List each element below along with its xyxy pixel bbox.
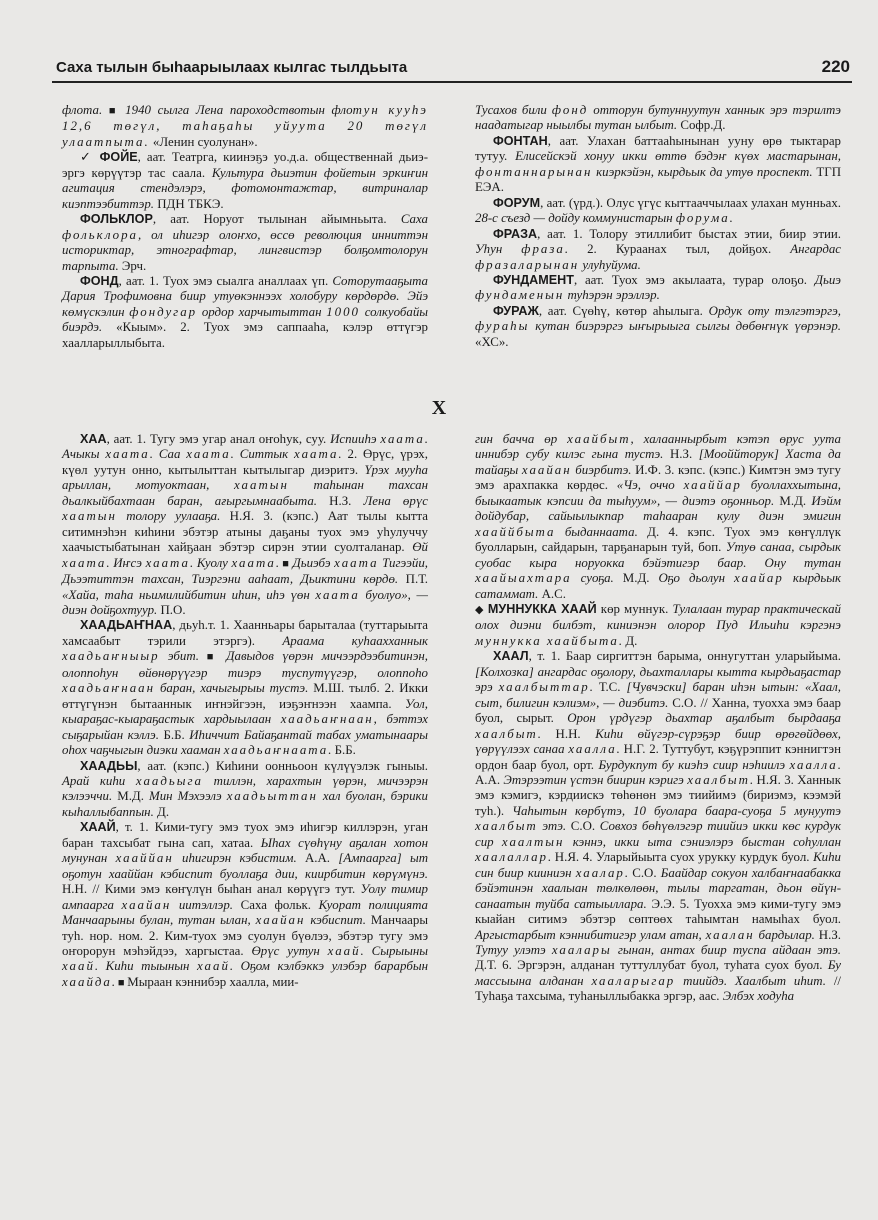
headword: ФОНД [80,273,119,288]
example-text: . [275,555,280,570]
body-text: , аат. Сүөһү, көтөр аһылыга. [538,303,709,318]
body-text: И.Ф. 3. кэпс. (кэпс.) Кимтэн эмэ тугу эмэ арахпакка көрдөс. [475,462,841,493]
spaced-emphasis: хаалбыт [475,819,538,834]
headword: ХААЛ [493,649,529,664]
example-text: отторун бутуннуутун ханнык эрэ тэрилтэ наадатыгар ныылбы тутан ылбыт. [475,103,841,133]
body-text: А.А. [475,772,504,787]
spaced-emphasis: хаадьаҥнаан [62,681,155,696]
example-text: Уолу тимир ампаарга [62,882,428,912]
example-text: Аргыстарбыт кэннибитигэр улам атан, [475,927,706,942]
example-text: . [537,726,541,741]
running-header [52,55,852,83]
body-text: Н.З. [663,447,699,462]
example-text: улуһуйума. [579,257,641,272]
dictionary-entry [475,432,841,602]
spaced-emphasis: хаадьаҥныыр [62,649,160,664]
example-text: . Оҕом кэлбэккэ улэбэр барарбын [229,959,428,974]
column-top-right [475,103,841,350]
body-text: ПДН ТБКЭ. [154,196,224,211]
body-text: , аат. 1. Туох эмэ сыалга аналлаах үп. [118,273,333,288]
body-text: , аат. Улахан баттааһынынан ууну өрө тыктарар тутуу. [475,133,841,164]
headword: ФОНТАН [493,133,548,148]
body-text: «Кыым». 2. Туох эмэ саппааһа, кэлэр өттүгэр хаалларыллыбыта. [62,320,428,350]
example-text: . [547,850,552,865]
example-text: «Хайа, таһа ньимилийбитин иһин, иһэ үөн [62,587,316,602]
example-text: Үрэх мууһа арыллан, мотуоктаан, [62,462,429,493]
spaced-emphasis: хааййар [683,478,742,493]
spaced-emphasis: хаата [231,555,276,570]
body-text: 2. Кураанах тыл, дойҕох. [568,242,791,257]
body-text: М.Ш. тылб. 2. Икки өттүгүнэн бытааннык иҥнэйгээн, иэҕэҥнээн хаампа. [62,681,428,711]
example-text: Арай киһи [62,773,136,788]
dictionary-entry [62,212,428,274]
spaced-emphasis: хаата [186,447,231,462]
headword: ФУРАЖ [493,303,539,318]
headword: ХАА [80,432,107,446]
body-text: , аат. Театрга, киинэҕэ уо.д.а. общественнай дьиэ-эргэ көрүүтэр тас саала. [62,150,428,180]
spaced-emphasis: хаата [105,447,150,462]
headword: ФУНДАМЕНТ [493,272,574,287]
example-text: биэрбитэ. [571,462,632,477]
spaced-emphasis: 1000 [326,304,360,319]
example-text: кырдьык сатаммат. [475,571,842,601]
body-text: Саха фольк. [233,897,319,912]
body-text: , аат. Норуот тылынан айымньыта. [152,212,401,227]
spaced-emphasis: фонд [551,103,589,117]
body-text: , аат. Туох эмэ акылаата, турар олоҕо. [573,272,815,287]
example-text: иһигирэн кэбистим. [173,851,297,866]
example-text: , ол иһигэр олоҥхо, өссө революция инниттэн историктар, этнографтар, лингвистэр болҕомтолорун тарпыта. [62,227,428,273]
column-top-left [62,103,428,351]
example-text: Бу массыына алданан [475,958,841,988]
spaced-emphasis: хааларыгар [591,973,676,988]
example-text: Киһи син биир кииниэн [475,850,841,880]
example-text: Дьиэ [814,272,841,287]
example-text: Культура дьиэтин фойетын эркиҥин агитация стендэлэрэ, фотомонтажтар, витриналар киэптээбиттэр. [62,165,428,211]
example-text: Испииһэ [330,432,381,446]
headword: ХААЙ [80,820,116,835]
body-text: , т. 1. Баар сиргиттэн барыма, оннугуттан уларыйыма. [528,649,841,664]
example-text: Давыдов үөрэн мичээрдээбитинэн, олоппоһун өйөнөрүүгэр тиэрэ туспутүүгэр, олоппоһо [62,649,428,680]
spaced-emphasis: хаайан [521,462,572,477]
example-text: гин бачча өр [475,432,568,446]
example-text: . [338,447,342,462]
bullet-marker: ■ [115,976,128,989]
bullet-marker: ■ [108,105,126,117]
headword: ФОЛЬКЛОР [80,212,153,227]
headword: ХААДЬАҤНАА [80,618,173,633]
example-text: Араама куһаахханнык [282,633,428,648]
example-text: Тусахов били [475,103,552,117]
spaced-emphasis: хаайбыт [567,432,631,446]
example-text: 1940 сылга Лена пароходствотын фло [125,103,353,117]
body-text: М.Д. [613,571,659,586]
example-text: баран, хачыгырыы тустэ. [154,681,309,696]
example-text: Чаһытын көрбүтэ, 10 буолара баара-суоҕа 5 мунуутэ [512,803,841,818]
example-text: . Саа [149,447,187,462]
spaced-emphasis: хаата [315,587,360,602]
body-text: , т. 1. Кими-тугу эмэ туох эмэ иһигэр киллэрэн, уган баран тахсыбат гына сап, хатаа. [62,820,428,850]
dictionary-entry [475,602,841,649]
body-text: Эрч. [118,258,147,273]
body-text: «ХС». [475,334,509,349]
example-text: Иэйм дойдубар, сайыылыкпар таһааран кулу диэн эмигин [475,493,841,524]
example-text: . [618,633,623,648]
body-text: Д. [622,633,638,648]
header-title: Саха тылын быһаарыылаах кылгас тылдьыта [56,59,408,76]
example-text: буоллаххытына, быыкаатык кэпсии да тыһуум», — диэтэ оҕонньор. [475,478,841,508]
body-text: Н.З. [814,927,841,942]
body-text: Н.Г. 2. Туттубут, кэҕүрэппит кэннигтэн ордон баар буол, орт. [475,742,841,772]
spaced-emphasis: фонтаннарынан [475,164,593,179]
example-text: . [749,772,754,787]
body-text: Б.Б. [331,743,356,758]
example-text: [Ампаарга] ыт оҕотун хааййан кэбиспит буоллаҕа дии, киирбитин көрүмүнэ. [62,851,429,881]
dictionary-entry [62,618,428,758]
spaced-emphasis: хаайда [62,974,112,989]
example-text: , халааннырбыт кэтэп өрус уута иннибэр субу килэс гына тустэ. [475,432,841,462]
spaced-emphasis: хааййбыта [475,524,556,539]
body-text: Э.Э. 5. Туохха эмэ кими-тугу эмэ кыайан ситимэ эбэтэр сөптөөх таһымтан намыһах буол. [475,896,841,927]
example-text: эбит. [159,649,200,664]
example-text: гынан, антах биир туспа айдаан этэ. [611,942,841,957]
dictionary-entry [62,759,428,821]
example-text: буолуо», — диэн дойҕохтуур. [62,587,428,617]
example-text: кэннэ, икки ыта сэниэлэрэ быстан соһуллан [564,834,841,849]
dictionary-entry [62,820,428,991]
body-text: , аат. 1. Тугу эмэ угар анал оҥоһук, суу. [106,432,331,446]
body-text: Манчаары туһ. нор. ном. 2. Ким-туох эмэ суолун бүөлээ, эбэтэр тугу эмэ оҥорорун мэһэйдээ, харгыстаа. [62,913,428,958]
spaced-emphasis: хаайан [255,913,306,928]
example-text: суоҕа. [571,571,614,586]
headword: ХААДЬЫ [80,758,138,773]
example-text: солкуобайы биэрдэ. [62,304,428,335]
example-text: кутан биэрэргэ ыҥырыыга сылгы дөбөҥнүк үөрэнэр. [529,319,841,334]
example-text: Өй [412,540,428,555]
spaced-emphasis: хаалар [575,865,625,880]
example-text: Этэрээтин үстэн биирин кэригэ [503,772,688,787]
spaced-emphasis: хаадьыттан [226,789,318,804]
spaced-emphasis: хаай [62,959,95,974]
example-text: Тулалаан турар практическай олох диэни билбэт, киниэнэн олорор Пуд Ильиһи кэргэнэ [475,601,841,633]
example-text: бардылар. [754,927,815,942]
body-text: , аат. (кэпс.) Киһини оонньоон күлүүэлэк гыныы. [137,758,428,773]
spaced-emphasis: хаадьыга [135,773,203,788]
spaced-emphasis: хаатын [62,509,117,524]
bullet-marker: ◆ [475,603,488,616]
example-text: Лена өрүс [363,493,428,508]
spaced-emphasis: хаадьаҥнаан [280,712,374,727]
example-text: . Ситтык [230,447,295,462]
spaced-emphasis: хаадьаҥнаата [223,743,329,758]
spaced-emphasis: хаайар [734,571,784,586]
dictionary-entry [62,103,428,150]
example-text: . Киһи тыынын [94,959,197,974]
body-text: Н.Я. 4. Уларыйыыта суох урукку курдук буол. [551,850,814,865]
example-text: таһынан тахсан дьалкыйбахтаан баран, ағыргымнаабыта. [62,478,428,508]
dictionary-entry [475,103,841,134]
body-text: П.Т. [398,572,428,587]
example-text: . [729,211,733,226]
example-text: Тигээйи, Дьээтиттэн тахсан, Тиэргэни ааһаат, Дьиктини көрдө. [62,555,428,587]
body-text: ✓ [80,150,100,165]
example-text: Баайдар сокуон халбаҥнаабакка бэйэтинэн хаалыан төлкөлөөн, тылы таргатан, дьон өйүн-санаатын туйба сатыыллара. [475,865,841,911]
dictionary-entry [475,273,841,304]
spaced-emphasis: хаатын [234,478,289,493]
example-text: киэркэйэн, кырдьык да утуө проспект. [592,164,813,179]
example-text: этэ. [537,819,567,834]
spaced-emphasis: фольклора [62,227,138,242]
spaced-emphasis: хаалары [551,942,612,957]
column-bottom-left [62,432,428,991]
spaced-emphasis: хаата [380,432,425,446]
example-text: Елисейскэй хонуу икки өттө бэдэҥ күөх мастарынан, [515,149,841,164]
example-text: , бэттэх сыҕарыйан кэллэ. [62,712,428,742]
example-text: Соторутааҕыта Дария Трофимовна биир утуөкэннээх холобуру көрдөрдө. Эйэ көмүскэлин [62,273,428,319]
headword: ФОЙЕ [99,150,138,165]
example-text: . [111,974,116,989]
body-text: А.А. [296,851,339,866]
body-text: М.Д. [774,493,812,508]
body-text: // Туһаҕа тахсыма, туһаныллыбакка эргэр, аас. [475,973,841,1004]
column-bottom-right [475,432,841,1005]
example-text: . [564,242,569,257]
spaced-emphasis: хаалбыттар [498,680,590,695]
bullet-marker: ■ [199,651,227,664]
example-text: толору уулааҕа. [116,509,221,524]
dictionary-entry [62,432,428,618]
body-text: ТГП ЕЭА. [475,164,842,195]
bullet-marker: ■ [279,557,293,570]
example-text: «Чэ, оччо [616,478,684,493]
spaced-emphasis: хаата [62,555,107,570]
body-text: Д. [153,804,170,819]
example-text: Оҕо дьолун [658,571,735,586]
body-text: М.Д. [112,789,149,804]
spaced-emphasis: тун кууһэ 12,6 төгүл, таһаҕаһы уйуута 20 төгүл улаатпыта. [62,103,428,149]
spaced-emphasis: хаалбыт [687,772,750,787]
example-text: . [616,742,620,757]
dictionary-entry [475,227,841,273]
body-text: , аат. 1. Толору этиллибит быстах этии, биир этии. [537,226,841,241]
example-text: Совхоз бөһүөлэгэр тиийиэ икки көс курдук сир [475,819,841,849]
body-text: П.О. [157,602,186,617]
example-text: тиийдэ. Хаалбыт иһит. [675,973,826,988]
example-text: . [624,865,629,880]
example-text: . Иҥсэ [106,555,146,570]
section-letter: Х [431,397,447,419]
body-text: Н.Н. [540,726,596,741]
example-text: быданнаата. [555,524,638,539]
dictionary-entry [475,304,841,350]
example-text: . Сырыыны [360,943,428,958]
body-text: 2. Өрүс, үрэх, күөл уутун онно, кытылыттан кытылыгар диэритэ. [62,447,428,477]
spaced-emphasis: хаалтын [501,834,565,849]
body-text: , аат. (үрд.). Олус үгүс кыттааччылаах улахан мунньах. [540,195,841,210]
body-text: Д.Т. 6. Эргэрэн, алданан туттуллубат буол, туһата суох буол. [475,958,828,973]
body-text: Т.С. [592,680,627,695]
example-text: тиллэн, харахтын үөрэн, мичээрэн кэлээччи. [62,773,428,804]
spaced-emphasis: фураһы [475,319,530,334]
headword: ФРАЗА [493,226,538,241]
example-text: Мин Мэхээлэ [148,789,227,804]
example-text: Бурдукпут бу киэһэ сиир нэһиилэ [598,757,790,772]
example-text: Ордук оту тэлгэтэргэ, [708,303,842,318]
example-text: [Мооййторук] Хаста да тайаҕы [475,447,842,477]
example-text: Өрүс уутун [251,943,328,958]
spaced-emphasis: хаалла [789,757,838,772]
body-text: Д. 4. кэпс. Туох эмэ көҥүллүк буолларын, сайдарын, тарҕанарын туй, боп. [475,524,841,555]
example-text: Утуө санаа, сырдык суобас кыра норуокка бэйэтигэр баар. Ону тутан [475,540,842,570]
spaced-emphasis: хаай [327,943,361,958]
spaced-emphasis: хаалаллар [475,850,548,865]
body-text: Н.Я. 3. (кэпс.) Аат тылы кытта ситимнэһэн киһини эбэтэр атыны даҕаны туох эмэ уһулуччу хаачыстыбатынан хайҕаан эбэтэр сирэн этии суолталанар. [62,509,428,555]
example-text: Ангардас [790,242,842,257]
dictionary-entry [475,134,841,196]
example-text: Киһи өйүгэр-сүрэҕэр биир өрөгөйдөөх, үөрүүлээх санаа [475,726,841,757]
example-text: иитэллэр. [171,897,234,912]
body-text: Н.Я. 3. Ханнык эмэ кэмигэ, кэрдиискэ төһөнөн эмэ тиийимэ (бириэмэ, кээмэй туһ.). [475,772,841,818]
example-text: хал буолан, бэрики кыһаллыбаппын. [62,789,428,819]
body-text: С.О. [628,865,661,880]
example-text: . Куолу [189,555,232,570]
example-text: 28-с съезд — дойду коммунистарын [475,211,676,226]
example-text: Куорат полицията Манчаарыны булан, тутан ылан, [62,897,428,928]
example-text: Уол, кыараҕас-кыараҕастык хардыылаан [62,696,428,727]
spaced-emphasis: форума [675,211,730,226]
dictionary-entry [62,150,428,212]
example-text: Дьиэбэ [292,555,335,570]
spaced-emphasis: хаай [197,959,230,974]
example-text: Уһун [475,242,522,257]
headword: МУННУККА ХААЙ [487,601,597,616]
body-text: Н.З. [317,493,364,508]
spaced-emphasis: фразаларынан [475,257,580,272]
spaced-emphasis: муннукка хаайбыта [475,633,619,648]
example-text: Тутуу улэтэ [475,942,552,957]
example-text: . [589,680,593,695]
example-text: Иһиччит Байаҕантай табах уматынаары оһох чаҕчыгын диэки хааман [62,727,428,758]
example-text: . [328,743,332,758]
dictionary-entry [62,274,428,351]
example-text: флота. [62,103,109,117]
example-text: [Чувчэски] баран иһэн ытын: «Хаал, сыт, билигин кэлиэм», — диэбитэ. [475,680,841,710]
spaced-emphasis: фондугар [129,304,198,319]
body-text: С.О. // Ханна, туохха эмэ баар буол, сырыт. [475,695,841,726]
dictionary-entry [475,649,841,1004]
example-text: Саха [400,212,428,227]
spaced-emphasis: фундаменын [475,288,565,303]
spaced-emphasis: хаайыахтара [475,571,572,586]
dictionary-entry [475,196,841,227]
spaced-emphasis: хаайан [121,897,172,912]
body-text: «Ленин суолунан». [149,134,258,149]
headword: ФОРУМ [493,195,541,210]
page-number: 220 [821,57,850,76]
spaced-emphasis: хаалла [568,742,617,757]
spaced-emphasis: хаата [294,447,339,462]
example-text: туһэрэн эрэллэр. [564,288,660,303]
spaced-emphasis: фраза [521,242,565,257]
spaced-emphasis: хаата [334,555,379,570]
body-text: көр муннук. [596,601,673,616]
example-text: кэбиспит. [305,913,366,928]
spaced-emphasis: хаалбыт [475,726,538,741]
body-text: А.С. [538,586,566,601]
spaced-emphasis: хаата [145,555,190,570]
body-text: Б.Б. [158,727,190,742]
example-text: Орон үрдүгэр дьахтар аҕалбыт бырдааҕа [567,711,841,726]
example-text: Ыһах сүөһүну аҕалан хотон мунунан [62,835,428,866]
example-text: . Ачыкы [62,432,428,462]
body-text: Мыраан кэннибэр хаалла, мии- [127,974,299,989]
example-text: Элбэх ходуһа [722,989,795,1004]
spaced-emphasis: хааййан [115,851,174,866]
example-text: ордор харчытыттан [197,304,327,319]
body-text: Н.Н. // Кими эмэ көҥүлүн быһан анал көрүүгэ тут. [62,882,361,897]
example-text: . [837,757,841,772]
body-text: Софр.Д. [677,118,726,133]
body-text: С.О. [566,819,600,834]
spaced-emphasis: хаалан [705,927,755,942]
body-text: , дьуһ.т. 1. Хаанньары барыталаа (туттарыыта хамсаабыт тэрили этэргэ). [62,618,428,648]
example-text: [Колхозка] ангардас оҕолору, дьахталлары кытта кырдьаҕастар эрэ [475,664,841,695]
